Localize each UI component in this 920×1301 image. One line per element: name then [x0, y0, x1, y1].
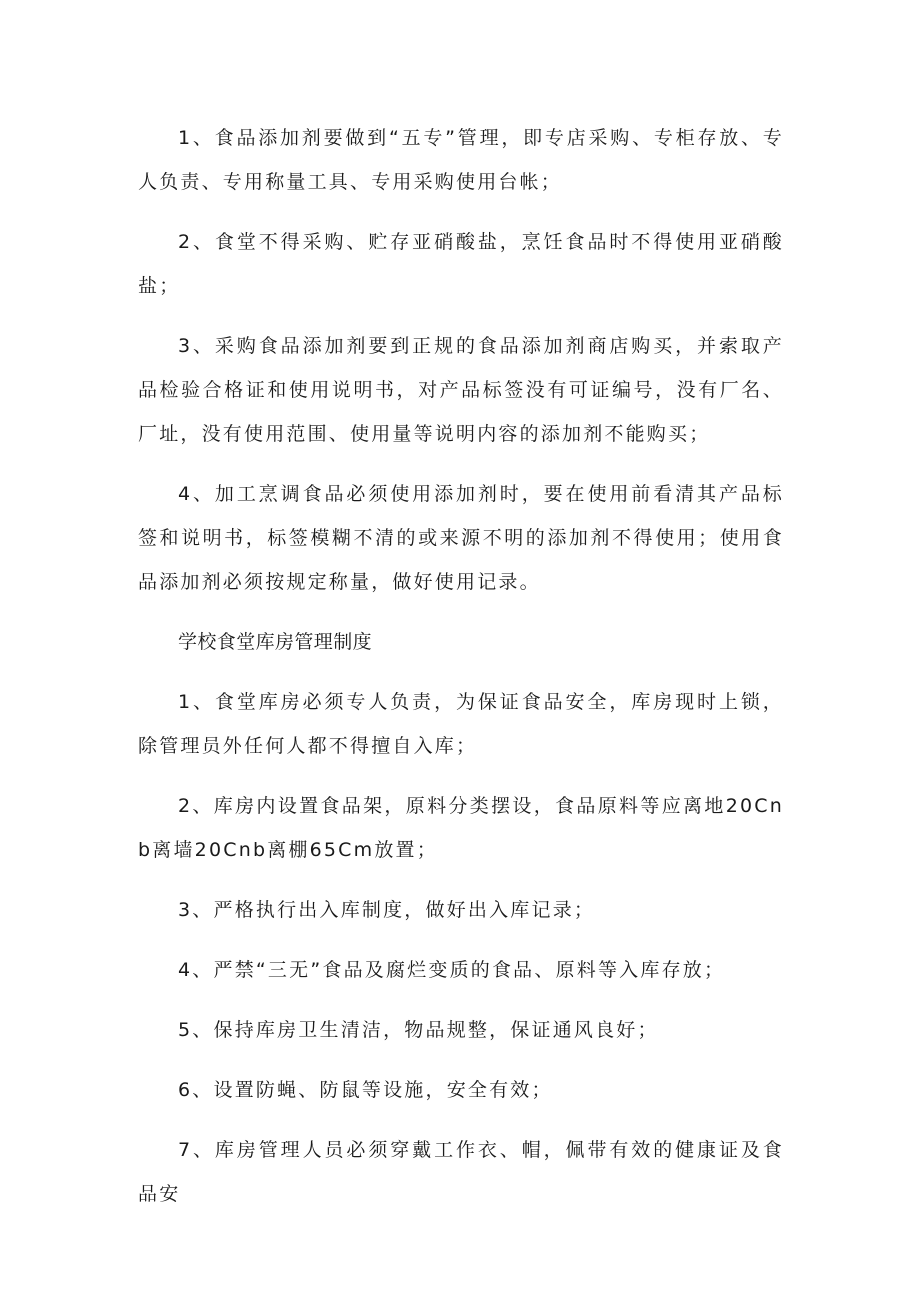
storage-rule-1: 1、食堂库房必须专人负责，为保证食品安全，库房现时上锁，除管理员外任何人都不得擅自入库；	[138, 691, 784, 757]
storage-rule-6: 6、设置防蝇、防鼠等设施，安全有效；	[178, 1079, 553, 1101]
section-title: 学校食堂库房管理制度	[178, 631, 373, 653]
additive-rule-2: 2、食堂不得采购、贮存亚硝酸盐，烹饪食品时不得使用亚硝酸盐；	[138, 231, 784, 297]
storage-rule-4: 4、严禁“三无”食品及腐烂变质的食品、原料等入库存放；	[178, 959, 726, 981]
additive-rule-3: 3、采购食品添加剂要到正规的食品添加剂商店购买，并索取产品检验合格证和使用说明书，对产品标签没有可证编号，没有厂名、厂址，没有使用范围、使用量等说明内容的添加剂不能购买；	[138, 335, 784, 445]
additive-rule-4: 4、加工烹调食品必须使用添加剂时，要在使用前看清其产品标签和说明书，标签模糊不清的或来源不明的添加剂不得使用；使用食品添加剂必须按规定称量，做好使用记录。	[138, 483, 784, 593]
document-body	[138, 116, 784, 1216]
storage-rule-2: 2、库房内设置食品架，原料分类摆设，食品原料等应离地20Cnb离墙20Cnb离棚65Cm放置；	[138, 795, 784, 861]
storage-rule-3: 3、严格执行出入库制度，做好出入库记录；	[178, 899, 596, 921]
storage-rule-5: 5、保持库房卫生清洁，物品规整，保证通风良好；	[178, 1019, 659, 1041]
storage-rule-7: 7、库房管理人员必须穿戴工作衣、帽，佩带有效的健康证及食品安	[138, 1139, 784, 1205]
additive-rule-1: 1、食品添加剂要做到“五专”管理，即专店采购、专柜存放、专人负责、专用称量工具、专用采购使用台帐；	[138, 127, 784, 193]
